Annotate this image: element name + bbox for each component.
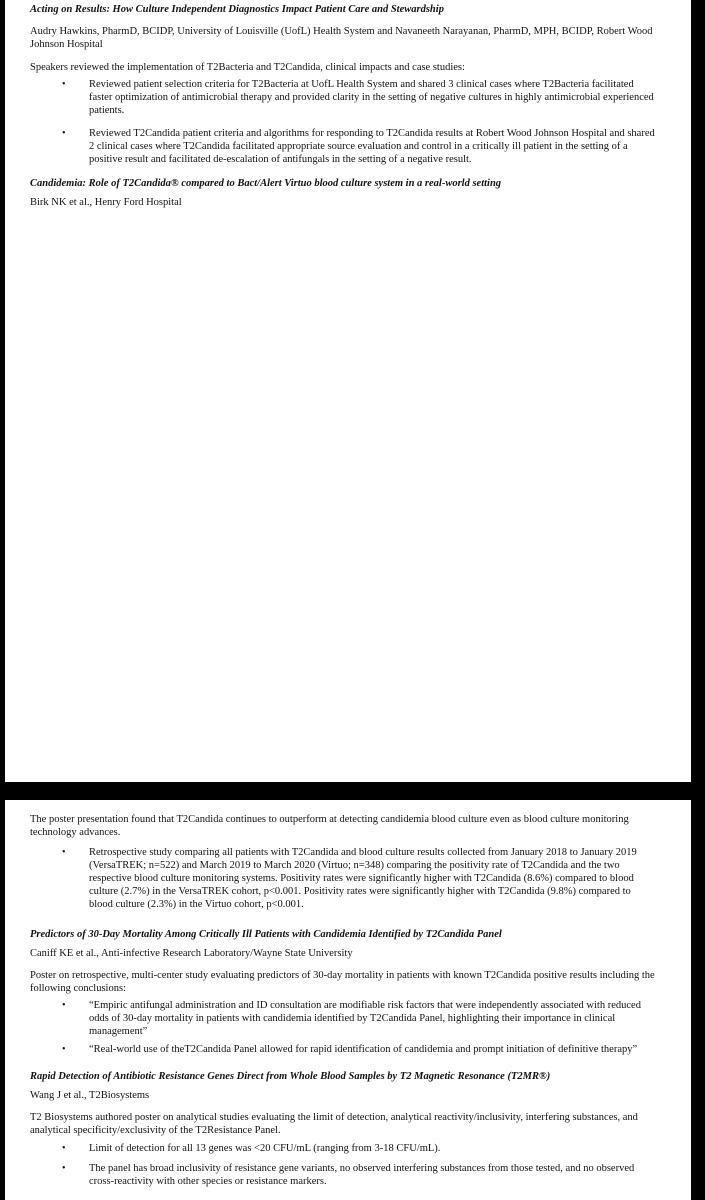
section-title-candidemia: Candidemia: Role of T2Candida® compared to Bact/Alert Virtuo blood culture system in a real-world setting [30, 178, 502, 189]
list-item [30, 127, 691, 166]
list-item-text: Limit of detection for all 13 genes was <20 CFU/mL (ranging from 3-18 CFU/mL). [89, 1143, 441, 1154]
section-title-acting-on-results: Acting on Results: How Culture Independent Diagnostics Impact Patient Care and Stewardship [30, 4, 444, 15]
section-intro: Speakers reviewed the implementation of T2Bacteria and T2Candida, clinical impacts and case studies: [30, 62, 465, 73]
section-intro: T2 Biosystems authored poster on analytical studies evaluating the limit of detection, analytical reactivity/inclusivity, interfering substances, and analytical specificity/exclusivity of the T2Resistance Panel. [30, 1112, 638, 1136]
list-item-text: Reviewed T2Candida patient criteria and algorithms for responding to T2Candida results at Robert Wood Johnson Hospital and shared 2 clinical cases where T2Candida facilitated appropriate source evaluation and control in a critically ill patient in the setting of a positive result and facilitated de-escalation of antifungals in the setting of a negative result. [89, 128, 655, 165]
section-intro: Poster on retrospective, multi-center study evaluating predictors of 30-day mortality in patients with known T2Candida positive results including the following conclusions: [30, 970, 655, 994]
bullet-icon: • [62, 128, 66, 139]
section-title-predictors-mortality: Predictors of 30-Day Mortality Among Critically Ill Patients with Candidemia Identified by T2Candida Panel [30, 929, 502, 940]
bullet-icon: • [62, 847, 66, 858]
bullet-icon: • [62, 79, 66, 90]
section-authors: Wang J et al., T2Biosystems [30, 1090, 150, 1101]
document-page-1 [5, 0, 691, 782]
list-item [30, 846, 691, 911]
list-item-text: “Real-world use of theT2Candida Panel allowed for rapid identification of candidemia and prompt initiation of definitive therapy” [89, 1044, 638, 1055]
section-title-rapid-detection: Rapid Detection of Antibiotic Resistance Genes Direct from Whole Blood Samples by T2 Magnetic Resonance (T2MR®) [30, 1071, 551, 1082]
poster-summary: The poster presentation found that T2Candida continues to outperform at detecting candidemia blood culture even as blood culture monitoring technology advances. [30, 814, 629, 838]
list-item [30, 1142, 691, 1155]
document-page-2 [5, 800, 691, 1200]
bullet-icon: • [62, 1000, 66, 1011]
list-item-text: Retrospective study comparing all patients with T2Candida and blood culture results collected from January 2018 to January 2019 (VersaTREK; n=522) and March 2019 to March 2020 (Virtuo; n=348) comparing the positivity rate of T2Candida and the two respective blood culture monitoring systems. Positivity rates were significantly higher with T2Candida (8.6%) compared to blood culture (2.7%) in the VersaTREK cohort, p<0.001. Positivity rates were significantly higher with T2Candida (9.8%) compared to blood culture (2.3%) in the Virtuo cohort, p<0.001. [89, 847, 637, 910]
bullet-icon: • [62, 1163, 66, 1174]
list-item-text: Reviewed patient selection criteria for T2Bacteria at UofL Health System and shared 3 clinical cases where T2Bacteria facilitated faster optimization of antimicrobial therapy and provided clarity in the setting of negative cultures in highly antimicrobial experienced patients. [89, 79, 654, 116]
section-authors: Birk NK et al., Henry Ford Hospital [30, 197, 182, 208]
list-item [30, 1043, 691, 1056]
section-authors: Caniff KE et al., Anti-infective Research Laboratory/Wayne State University [30, 948, 353, 959]
list-item [30, 78, 691, 117]
bullet-list [30, 78, 691, 166]
list-item [30, 999, 691, 1038]
bullet-list [30, 846, 691, 911]
bullet-icon: • [62, 1044, 66, 1055]
bullet-icon: • [62, 1143, 66, 1154]
list-item-text: “Empiric antifungal administration and ID consultation are modifiable risk factors that were independently associated with reduced odds of 30-day mortality in patients with candidemia identified by T2Candida Panel, highlighting their importance in clinical management” [89, 1000, 641, 1037]
bullet-list [30, 999, 691, 1056]
list-item-text: The panel has broad inclusivity of resistance gene variants, no observed interfering substances from those tested, and no observed cross-reactivity with other species or resistance markers. [89, 1163, 635, 1187]
section-authors: Audry Hawkins, PharmD, BCIDP, University of Louisville (UofL) Health System and Navaneeth Narayanan, PharmD, MPH, BCIDP, Robert Wood Johnson Hospital [30, 26, 653, 50]
list-item [30, 1162, 691, 1188]
bullet-list [30, 1142, 691, 1188]
